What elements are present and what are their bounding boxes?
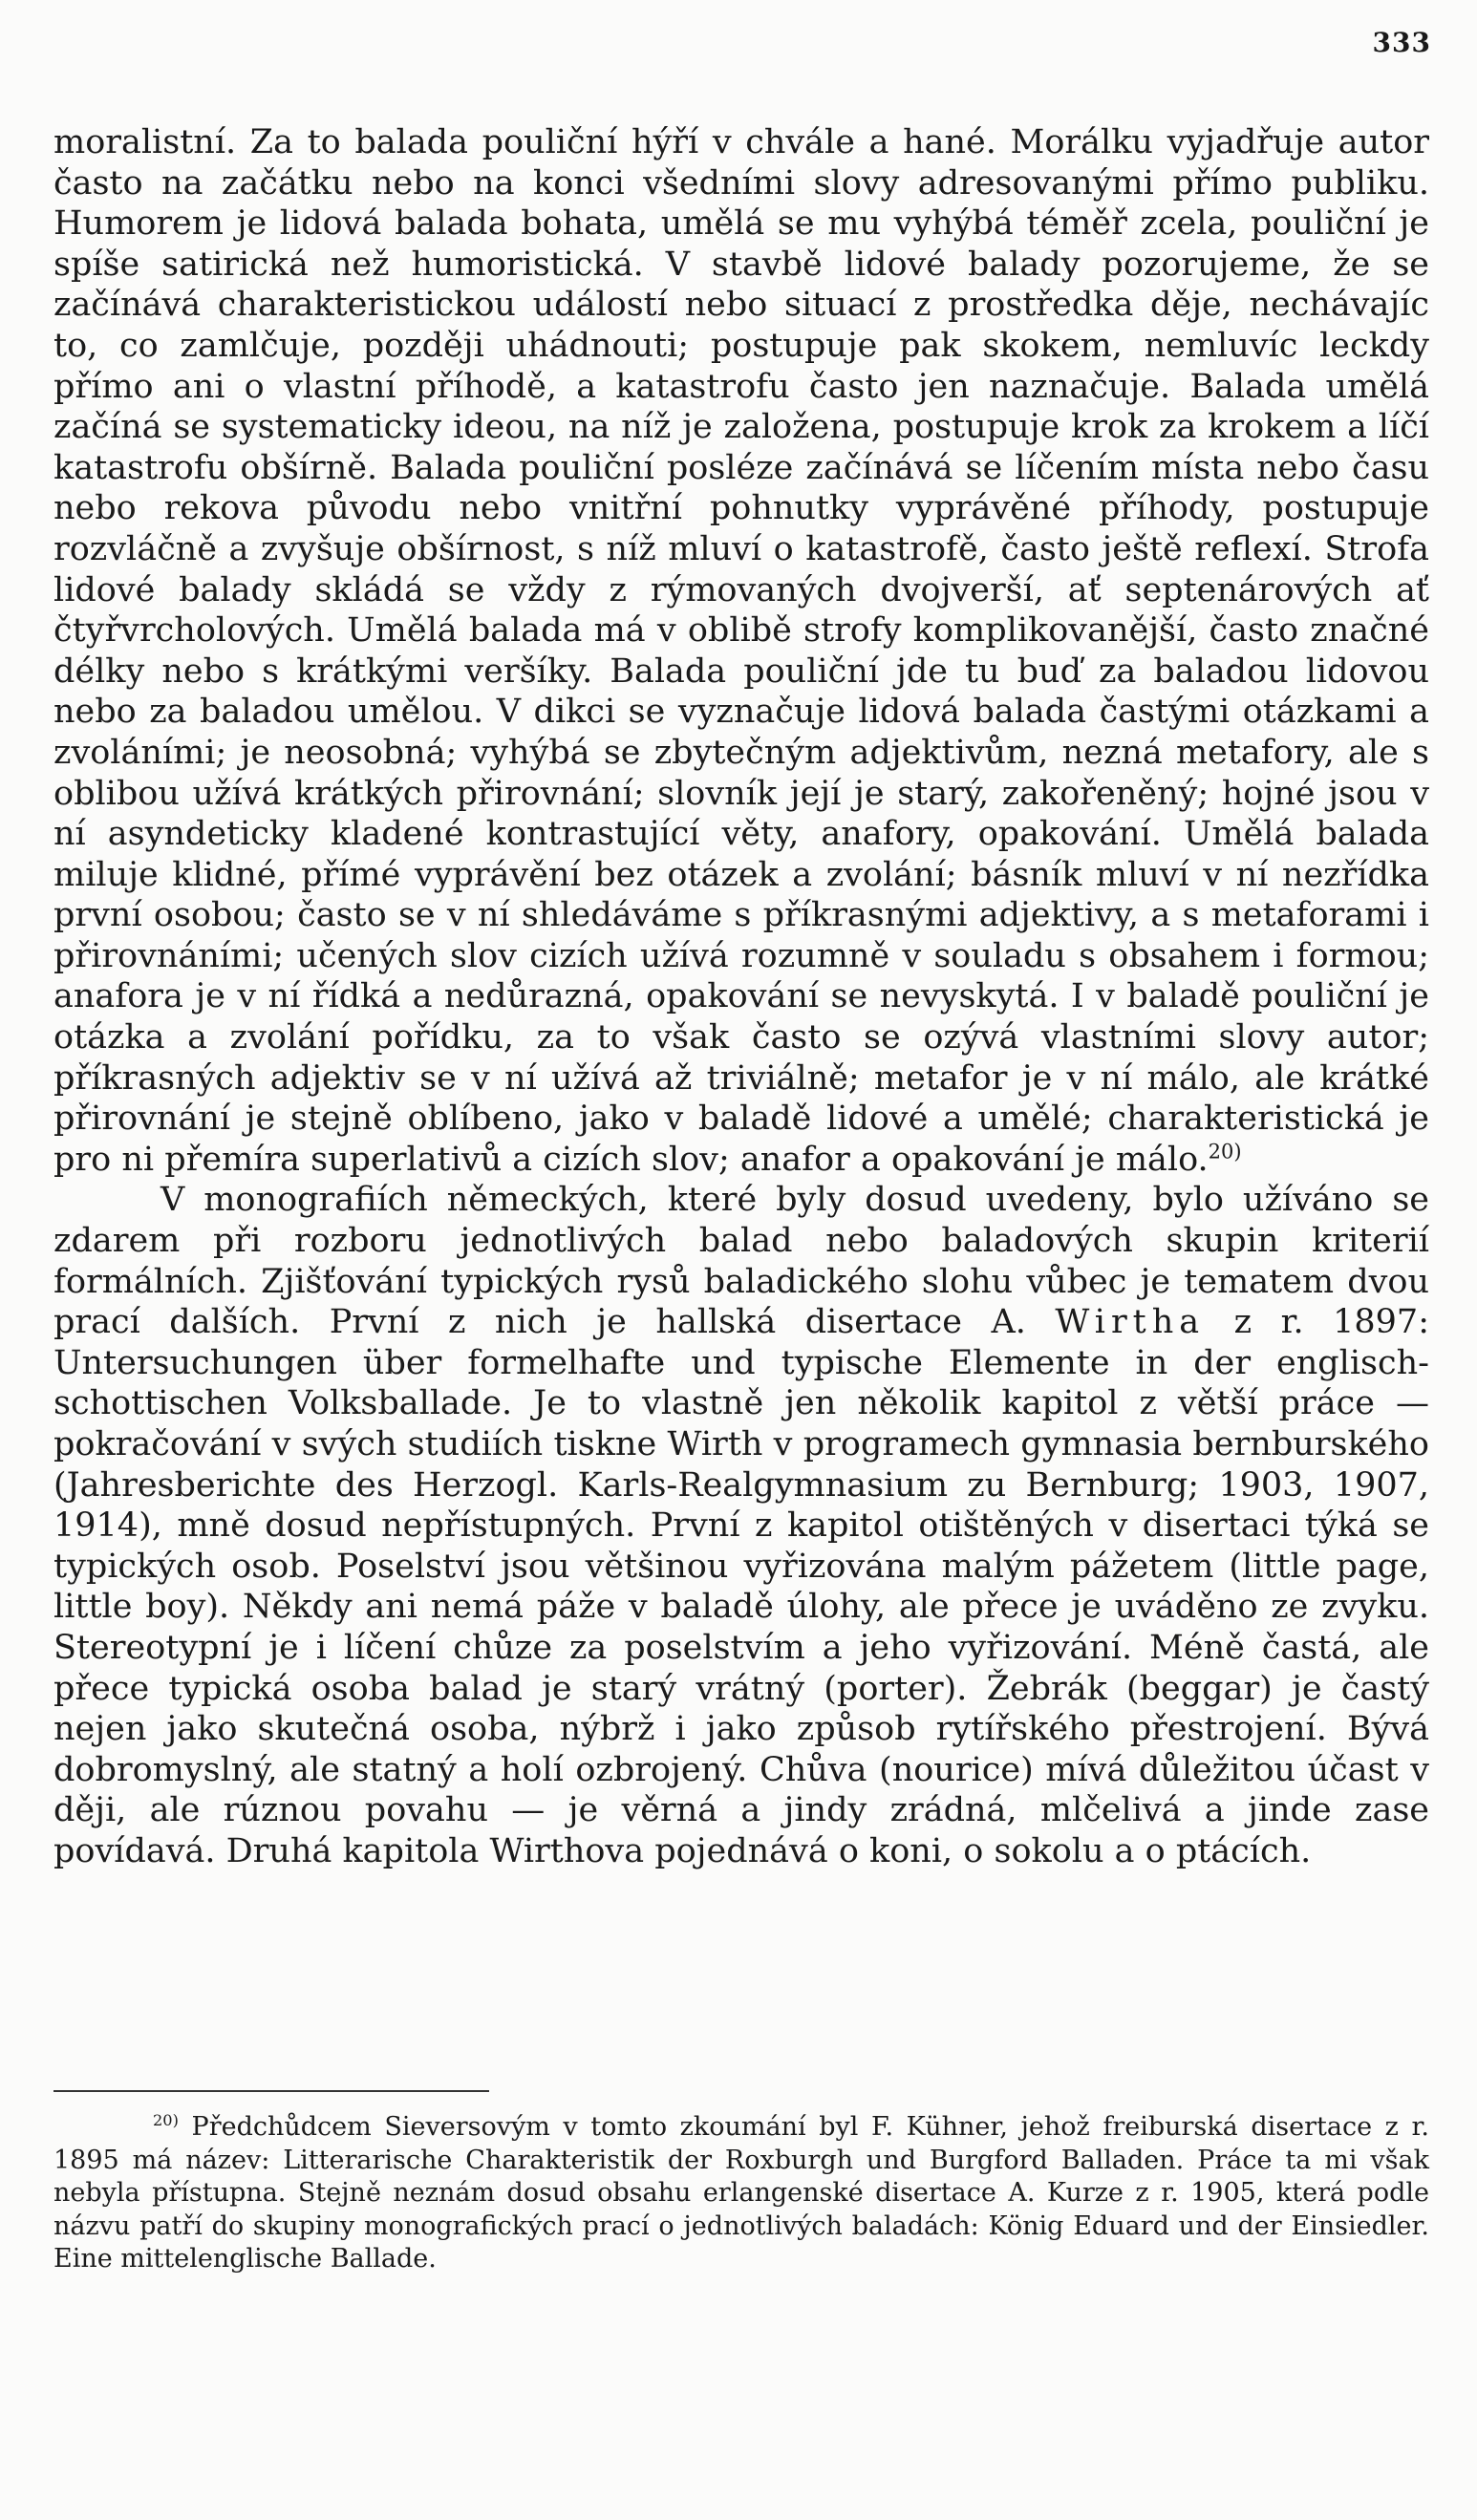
paragraph-2-text: V monografiích německých, které byly dosud uvedeny, bylo užíváno se zdarem při rozboru jednotlivých balad nebo baladových skupin kriterií formálních. Zjišťování typických rysů baladického slohu vůbec je tematem dvou prací dalších. První z nich je hallská disertace A. — [54, 1181, 1429, 1342]
footnote-text: Předchůdcem Sieversovým v tomto zkoumání byl F. Kühner, jehož freiburská disertace z r. 1895 má název: Litterarische Charakteristik der Roxburgh und Burgford Balladen. Práce ta mi však nebyla přístupna. Stejně neznám dosud obsahu erlangenské disertace A. Kurze z r. 1905, která podle názvu patří do skupiny monografických prací o jednotlivých baladách: König Eduard und der Einsiedler. Eine mittelenglische Ballade. — [54, 2112, 1429, 2274]
paragraph-1 — [54, 122, 1429, 1180]
footnote-reference[interactable]: 20) — [1208, 1140, 1242, 1164]
paragraph-1-text: moralistní. Za to balada pouliční hýří v chvále a hané. Morálku vyjadřuje autor často na začátku nebo na konci všedními slovy adresovanými přímo publiku. Humorem je lidová balada bohata, umělá se mu vyhýbá téměř zcela, pouliční je spíše satirická než humoristická. V stavbě lidové balady pozorujeme, že se začínává charakteristickou událostí nebo situací z prostředka děje, nechávajíc to, co zamlčuje, později uhádnouti; postupuje pak skokem, nemluvíc leckdy přímo ani o vlastní příhodě, a katastrofu často jen naznačuje. Balada umělá začíná se systematicky ideou, na níž je založena, postupuje krok za krokem a líčí katastrofu obšírně. Balada pouliční posléze začínává se líčením místa nebo času nebo rekova původu nebo vnitřní pohnutky vyprávěné příhody, postupuje rozvláčně a zvyšuje obšírnost, s níž mluví o katastrofě, často ještě reflexí. Strofa lidové balady skládá se vždy z rýmovaných dvojverší, ať septenárových ať čtyřvrcholových. Umělá balada má v oblibě strofy komplikovanější, často značné délky nebo s krátkými veršíky. Balada pouliční jde tu buď za baladou lidovou nebo za baladou umělou. V dikci se vyznačuje lidová balada častými otázkami a zvoláními; je neosobná; vyhýbá se zbytečným adjektivům, nezná metafory, ale s oblibou užívá krátkých přirovnání; slovník její je starý, zakořeněný; hojné jsou v ní asyndeticky kladené kontrastující věty, anafory, opakování. Umělá balada miluje klidné, přímé vyprávění bez otázek a zvolání; básník mluví v ní nezřídka první osobou; často se v ní shledáváme s příkrasnými adjektivy, a s metaforami i přirovnáními; učených slov cizích užívá rozumně v souladu s obsahem i formou; anafora je v ní řídká a nedůrazná, opakování se nevyskytá. I v baladě pouliční je otázka a zvolání pořídku, za to však často se ozývá vlastními slovy autor; příkrasných adjektiv se v ní užívá až triviálně; metafor je v ní málo, ale krátké přirovnání je stejně oblíbeno, jako v baladě lidové a umělé; charakteristická je pro ni přemíra superlativů a cizích slov; anafor a opakování je málo. — [54, 123, 1429, 1179]
footnote-marker: 20) — [153, 2111, 179, 2129]
paragraph-2-continued: z r. 1897: Untersuchungen über formelhafte und typische Elemente in der englisch-schottischen Volksballade. Je to vlastně jen několik kapitol z větší práce — pokračování v svých studiích tiskne Wirth v programech gymnasia bernburského (Jahresberichte des Herzogl. Karls-Realgymnasium zu Bernburg; 1903, 1907, 1914), mně dosud nepřístupných. První z kapitol otištěných v disertaci týká se typických osob. Poselství jsou většinou vyřizována malým pážetem (little page, little boy). Někdy ani nemá páže v baladě úlohy, ale přece je uváděno ze zvyku. Stereotypní je i líčení chůze za poselstvím a jeho vyřizování. Méně častá, ale přece typická osoba balad je starý vrátný (porter). Žebrák (beggar) je častý nejen jako skutečná osoba, nýbrž i jako způsob rytířského přestrojení. Bývá dobromyslný, ale statný a holí ozbrojený. Chůva (nourice) mívá důležitou účast v ději, ale rúznou povahu — je věrná a jindy zrádná, mlčelivá a jinde zase povídavá. Druhá kapitola Wirthova pojednává o koni, o sokolu a o ptácích. — [54, 1303, 1429, 1870]
footnote-20 — [54, 2111, 1429, 2276]
main-text — [54, 122, 1429, 1872]
footnotes — [54, 2111, 1429, 2276]
paragraph-2 — [54, 1180, 1429, 1871]
page-number: 333 — [1372, 27, 1431, 58]
author-name-wirth: Wirtha — [1055, 1303, 1206, 1342]
footnote-divider — [54, 2090, 489, 2092]
